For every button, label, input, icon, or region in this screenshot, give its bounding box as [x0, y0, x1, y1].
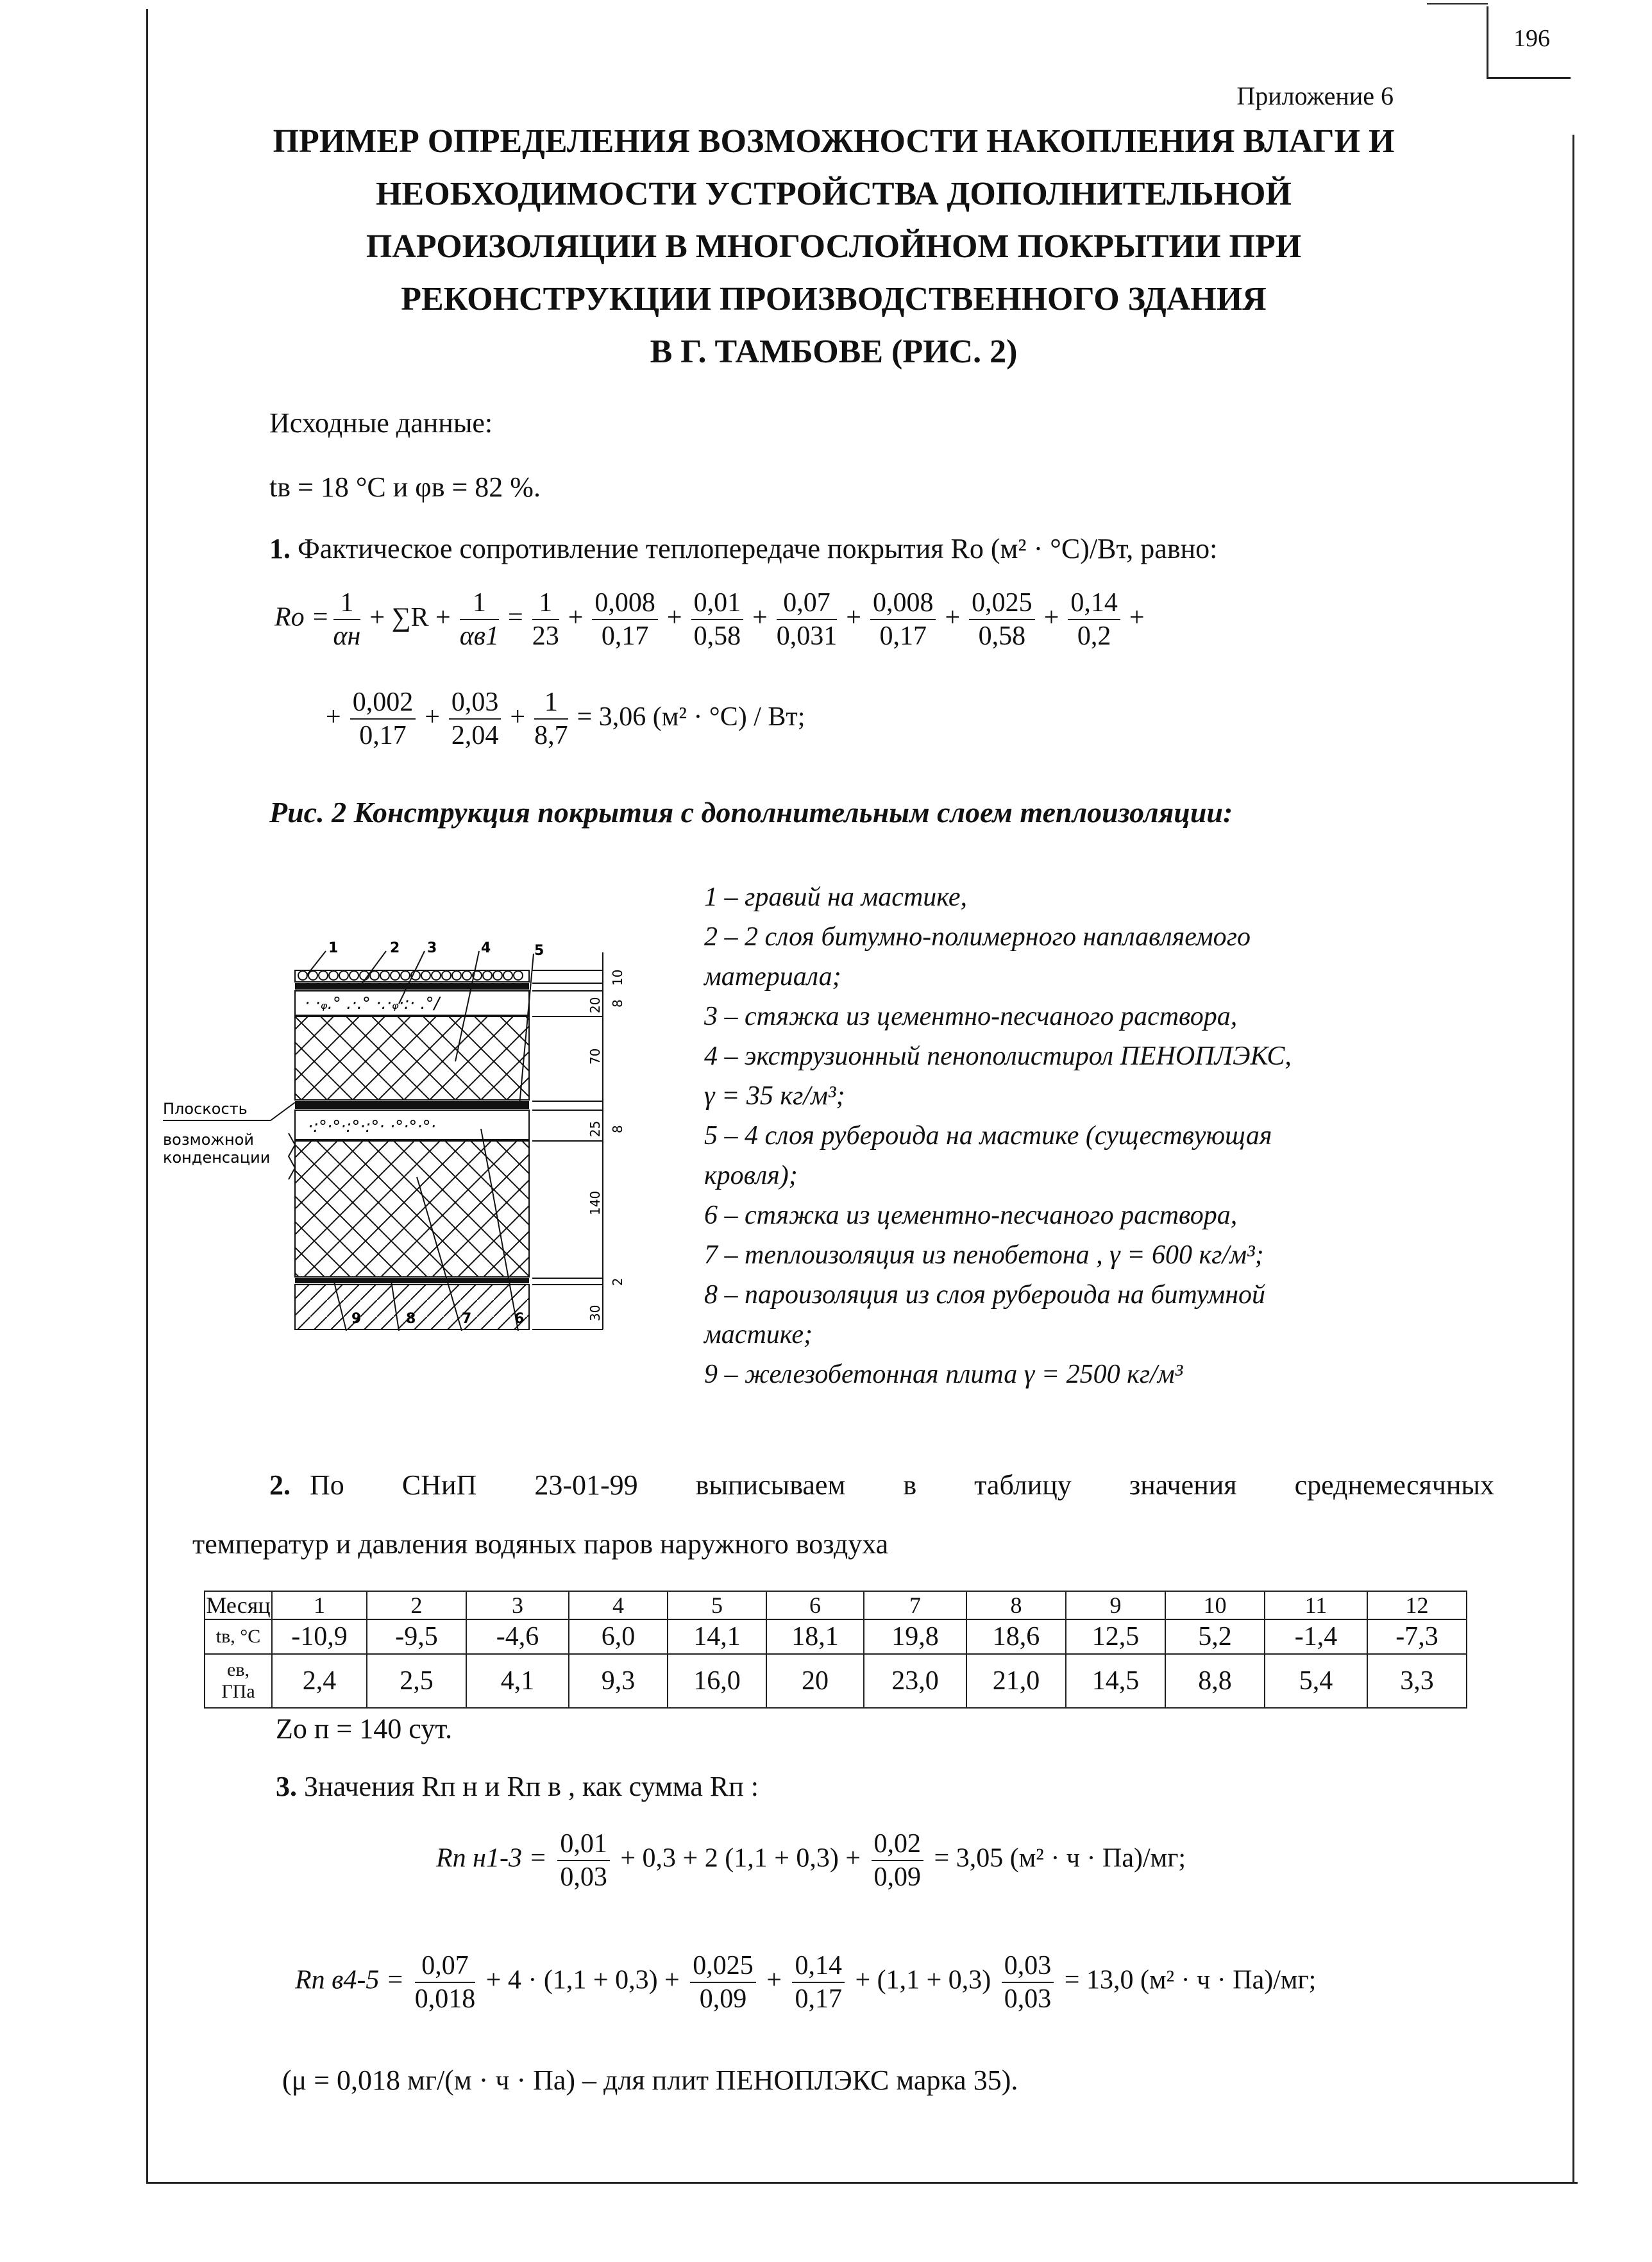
numerator: 0,14: [1068, 587, 1120, 620]
legend-line: 3 – стяжка из цементно-песчаного раствора,: [704, 1002, 1238, 1031]
temp-cell: 18,6: [966, 1619, 1066, 1654]
table-row: [205, 1654, 1467, 1708]
month-cell: 10: [1165, 1591, 1265, 1619]
temp-cell: -9,5: [367, 1619, 466, 1654]
temp-cell: -7,3: [1367, 1619, 1467, 1654]
numerator: 0,03: [1002, 1950, 1054, 1983]
formula-operator: +: [752, 602, 768, 632]
temp-cell: 18,1: [766, 1619, 864, 1654]
dim-label: 70: [587, 1048, 603, 1065]
month-cell: 3: [466, 1591, 569, 1619]
temp-cell: -4,6: [466, 1619, 569, 1654]
figure-caption: Рис. 2 Конструкция покрытия с дополнительным слоем теплоизоляции:: [269, 796, 1233, 829]
numerator: 0,01: [557, 1828, 610, 1861]
dim-label: 20: [587, 997, 603, 1013]
dim-label: 8: [610, 1125, 625, 1133]
old-roofing-layer: [295, 1101, 529, 1109]
numerator: 0,14: [792, 1950, 845, 1983]
appendix-label: Приложение 6: [1236, 81, 1394, 110]
month-cell: 7: [864, 1591, 966, 1619]
condensation-label: Плоскость: [163, 1100, 248, 1118]
page-title: [167, 115, 1501, 378]
denominator: 0,018: [414, 1984, 476, 2014]
page-number: 196: [1513, 25, 1550, 52]
month-cell: 8: [966, 1591, 1066, 1619]
step3-text: [276, 1770, 759, 1803]
fraction: [333, 587, 361, 652]
formula-text: = 3,05 (м² · ч · Па)/мг;: [934, 1843, 1186, 1873]
numerator: 1: [532, 587, 559, 620]
month-cell: 4: [569, 1591, 668, 1619]
formula-rpn: [436, 1828, 1186, 1893]
heating-period: Zо п = 140 сут.: [276, 1713, 453, 1744]
temp-cell: 6,0: [569, 1619, 668, 1654]
month-cell: 5: [668, 1591, 766, 1619]
formula-text: = 13,0 (м² · ч · Па)/мг;: [1064, 1965, 1317, 1995]
formula-lhs: Rп н1-3 =: [436, 1843, 547, 1873]
legend-line: 6 – стяжка из цементно-песчаного раствора,: [704, 1201, 1238, 1230]
condensation-label: возможной: [163, 1131, 254, 1149]
pressure-cell: 4,1: [466, 1654, 569, 1708]
legend-line: кровля);: [704, 1161, 798, 1190]
denominator: 0,17: [601, 621, 649, 651]
formula-operator: +: [846, 602, 861, 632]
step3-description: Значения Rп н и Rп в , как сумма Rп :: [304, 1771, 759, 1802]
title-line: ПАРОИЗОЛЯЦИИ В МНОГОСЛОЙНОМ ПОКРЫТИИ ПРИ: [366, 228, 1302, 265]
initial-conditions: tв = 18 °С и φв = 82 %.: [269, 471, 541, 503]
step2-number: 2.: [269, 1469, 291, 1501]
formula-operator: +: [1043, 602, 1059, 632]
pressure-cell: 3,3: [1367, 1654, 1467, 1708]
step2-text-1: По СНиП 23-01-99 выписываем в таблицу значения среднемесячных: [310, 1469, 1494, 1501]
top-number: 3: [427, 940, 437, 956]
fraction: [1002, 1950, 1054, 2015]
numerator: 0,07: [415, 1950, 476, 1983]
foam-concrete-layer: [295, 1141, 529, 1277]
step3-number: 3.: [276, 1771, 297, 1802]
numerator: 0,008: [592, 587, 658, 620]
formula-operator: +: [568, 602, 584, 632]
xps-layer: [295, 1017, 529, 1100]
legend-line: γ = 35 кг/м³;: [704, 1081, 845, 1111]
denominator: 0,03: [1004, 1984, 1052, 2014]
numerator: 1: [333, 587, 361, 620]
top-number: 1: [328, 940, 339, 956]
formula-operator: +: [945, 602, 961, 632]
fraction: [870, 587, 936, 652]
denominator: 8,7: [534, 721, 568, 750]
formula-operator: +: [510, 702, 526, 732]
fraction: [792, 1950, 845, 2015]
table-row: [205, 1591, 1467, 1619]
numerator: 0,025: [690, 1950, 756, 1983]
top-number: 2: [390, 940, 400, 956]
vapour-barrier-layer: [295, 1278, 529, 1283]
step1-description: Фактическое сопротивление теплопередаче покрытия Ro (м² · °С)/Вт, равно:: [298, 533, 1218, 564]
denominator: 0,2: [1077, 621, 1111, 651]
pressure-label-line: ГПа: [221, 1681, 255, 1702]
denominator: 0,58: [978, 621, 1026, 651]
pressure-cell: 21,0: [966, 1654, 1066, 1708]
numerator: 1: [460, 587, 499, 620]
pressure-cell: 2,5: [367, 1654, 466, 1708]
step2-line1: [269, 1469, 1494, 1501]
climate-table: [204, 1591, 1467, 1709]
fraction: [460, 587, 499, 652]
bottom-number: 7: [462, 1311, 472, 1327]
title-line: РЕКОНСТРУКЦИИ ПРОИЗВОДСТВЕННОГО ЗДАНИЯ: [401, 281, 1267, 317]
numerator: 0,07: [777, 587, 838, 620]
pressure-cell: 5,4: [1265, 1654, 1367, 1708]
formula-operator: +: [425, 702, 440, 732]
dim-label: 8: [610, 999, 625, 1008]
pressure-label-line: eв,: [227, 1659, 249, 1680]
denominator: 0,17: [795, 1984, 842, 2014]
frame-right-line: [1572, 135, 1574, 2184]
svg-text:· ·ᵩ.° .·.° ·.·ᵩ·:· .°/: · ·ᵩ.° .·.° ·.·ᵩ·:· .°/: [305, 994, 440, 1013]
legend-line: 7 – теплоизоляция из пенобетона , γ = 600 кг/м³;: [704, 1240, 1264, 1270]
title-line: В Г. ТАМБОВЕ (РИС. 2): [650, 333, 1018, 370]
fraction: [532, 587, 559, 652]
pressure-cell: 8,8: [1165, 1654, 1265, 1708]
temp-cell: 5,2: [1165, 1619, 1265, 1654]
formula-text: + (1,1 + 0,3): [855, 1965, 991, 1995]
numerator: 0,002: [350, 686, 416, 720]
denominator: 0,09: [699, 1984, 747, 2014]
step1-text: [269, 532, 1217, 565]
formula-operator: + ∑R +: [369, 602, 451, 632]
dim-label: 10: [610, 969, 625, 986]
denominator: 0,031: [776, 621, 838, 651]
roof-section-diagram: [160, 933, 686, 1344]
frame-left-line: [146, 9, 148, 2183]
frame-top-line: [1427, 3, 1488, 4]
legend-line: 8 – пароизоляция из слоя рубероида на битумной: [704, 1280, 1266, 1310]
dim-label: 25: [587, 1120, 603, 1137]
figure-legend: [704, 877, 1499, 1394]
permeability-note: (μ = 0,018 мг/(м · ч · Па) – для плит ПЕНОПЛЭКС марка 35).: [282, 2064, 1018, 2096]
formula-text: + 4 · (1,1 + 0,3) +: [485, 1965, 680, 1995]
formula-lhs: Ro =: [274, 602, 330, 632]
title-line: НЕОБХОДИМОСТИ УСТРОЙСТВА ДОПОЛНИТЕЛЬНОЙ: [376, 176, 1292, 212]
denominator: 0,03: [560, 1862, 607, 1892]
bottom-number: 6: [514, 1311, 525, 1327]
table-header-label: Месяц: [205, 1591, 272, 1619]
numerator: 1: [534, 686, 568, 720]
denominator: αн: [333, 621, 361, 651]
legend-line: мастике;: [704, 1320, 813, 1349]
fraction: [690, 1950, 756, 2015]
month-cell: 1: [272, 1591, 367, 1619]
bottom-number: 9: [351, 1311, 362, 1327]
numerator: 0,03: [449, 686, 501, 720]
pressure-cell: 2,4: [272, 1654, 367, 1708]
fraction: [350, 686, 416, 752]
fraction: [557, 1828, 610, 1893]
denominator: 2,04: [451, 721, 499, 750]
formula-operator: +: [326, 702, 341, 732]
formula-operator: +: [666, 602, 682, 632]
fraction: [691, 587, 744, 652]
dim-label: 140: [587, 1190, 603, 1215]
fraction: [969, 587, 1035, 652]
step2-line2: температур и давления водяных паров наружного воздуха: [192, 1528, 889, 1560]
formula-operator: =: [508, 602, 523, 632]
dim-label: 30: [587, 1304, 603, 1321]
formula-text: +: [766, 1965, 782, 1995]
pressure-cell: 14,5: [1066, 1654, 1165, 1708]
numerator: 0,02: [872, 1828, 924, 1861]
denominator: 0,17: [879, 621, 927, 651]
temp-label: tв, °С: [205, 1619, 272, 1654]
legend-line: 5 – 4 слоя рубероида на мастике (существующая: [704, 1121, 1272, 1151]
fraction: [449, 686, 501, 752]
numerator: 0,008: [870, 587, 936, 620]
month-cell: 9: [1066, 1591, 1165, 1619]
month-cell: 12: [1367, 1591, 1467, 1619]
temp-cell: 12,5: [1066, 1619, 1165, 1654]
table-row: [205, 1619, 1467, 1654]
pressure-cell: 16,0: [668, 1654, 766, 1708]
formula-ro-line2: [321, 686, 810, 752]
temp-cell: 19,8: [864, 1619, 966, 1654]
step1-number: 1.: [269, 533, 291, 564]
fraction: [534, 686, 568, 752]
dim-label: 2: [610, 1278, 625, 1286]
fraction: [872, 1828, 924, 1893]
condensation-label: конденсации: [163, 1149, 271, 1167]
pressure-cell: 23,0: [864, 1654, 966, 1708]
denominator: αв1: [459, 621, 499, 651]
initial-data-label: Исходные данные:: [269, 407, 493, 439]
top-number: 4: [481, 940, 491, 956]
pressure-cell: 20: [766, 1654, 864, 1708]
formula-ro-line1: [274, 587, 1150, 652]
fraction: [415, 1950, 476, 2015]
legend-line: 2 – 2 слоя битумно-полимерного наплавляемого: [704, 922, 1251, 952]
numerator: 0,025: [969, 587, 1035, 620]
legend-line: 9 – железобетонная плита γ = 2500 кг/м³: [704, 1360, 1183, 1389]
denominator: 0,58: [693, 621, 741, 651]
svg-text:·:°·°·:°·:°· ·°·°·°·: ·:°·°·:°·:°· ·°·°·°·: [308, 1117, 436, 1136]
temp-cell: 14,1: [668, 1619, 766, 1654]
frame-bottom-line: [146, 2182, 1578, 2184]
formula-rpv: [295, 1950, 1316, 2015]
denominator: 0,09: [873, 1862, 922, 1892]
denominator: 0,17: [359, 721, 407, 750]
fraction: [1068, 587, 1120, 652]
denominator: 23: [532, 621, 559, 651]
formula-text: + 0,3 + 2 (1,1 + 0,3) +: [620, 1843, 861, 1873]
month-cell: 2: [367, 1591, 466, 1619]
pressure-label: [205, 1654, 272, 1708]
top-number: 5: [534, 943, 544, 959]
numerator: 0,01: [691, 587, 744, 620]
fraction: [592, 587, 658, 652]
membrane-layer: [295, 983, 529, 990]
formula-operator: +: [1129, 602, 1145, 632]
formula-lhs: Rп в4-5 =: [295, 1965, 405, 1995]
bottom-number: 8: [406, 1311, 416, 1327]
temp-cell: -1,4: [1265, 1619, 1367, 1654]
temp-cell: -10,9: [272, 1619, 367, 1654]
formula-operator: = 3,06 (м² · °С) / Вт;: [577, 702, 805, 732]
title-line: ПРИМЕР ОПРЕДЕЛЕНИЯ ВОЗМОЖНОСТИ НАКОПЛЕНИЯ ВЛАГИ И: [273, 123, 1395, 160]
legend-line: материала;: [704, 962, 841, 992]
month-cell: 6: [766, 1591, 864, 1619]
fraction: [777, 587, 838, 652]
legend-line: 1 – гравий на мастике,: [704, 882, 967, 912]
pressure-cell: 9,3: [569, 1654, 668, 1708]
legend-line: 4 – экструзионный пенополистирол ПЕНОПЛЭКС,: [704, 1042, 1292, 1071]
month-cell: 11: [1265, 1591, 1367, 1619]
